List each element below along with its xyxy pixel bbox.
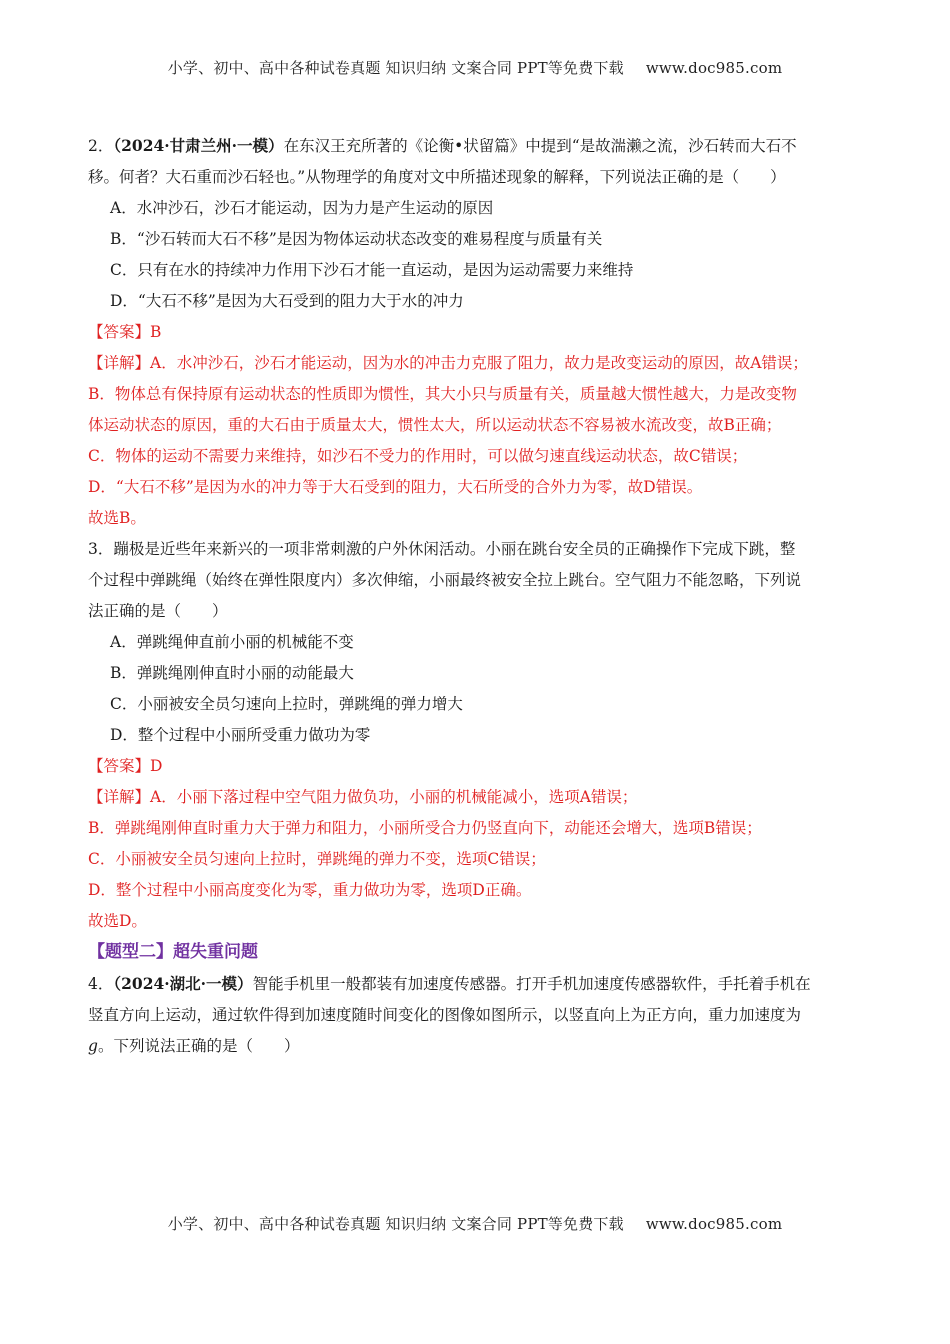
q2-detail-label: 【详解】 (88, 354, 151, 372)
q2-option-d: D．“大石不移”是因为大石受到的阻力大于水的冲力 (110, 292, 464, 310)
q2-detail-text1: A．水冲沙石，沙石才能运动，因为水的冲击力克服了阻力，故力是改变运动的原因，故A错误； (150, 354, 808, 372)
q3-conclusion: 故选D。 (88, 912, 147, 930)
q4-stem-line3 (88, 1031, 868, 1062)
q2-answer (88, 317, 868, 348)
q3-stem-line2: 个过程中弹跳绳（始终在弹性限度内）多次伸缩，小丽最终被安全拉上跳台。空气阻力不能忽略，下列说 (88, 571, 802, 589)
q3-option-b: B．弹跳绳刚伸直时小丽的动能最大 (110, 664, 354, 682)
footer-url[interactable]: www.doc985.com (645, 1215, 783, 1233)
q3-stem-line1: 3．蹦极是近些年来新兴的一项非常刺激的户外休闲活动。小丽在跳台安全员的正确操作下完成下跳，整 (88, 540, 796, 558)
section-heading: 【题型二】超失重问题 (88, 942, 258, 962)
q4-source: （2024·湖北·一模） (113, 974, 253, 993)
q4-number: 4． (88, 975, 114, 993)
q3-option-c: C．小丽被安全员匀速向上拉时，弹跳绳的弹力增大 (110, 695, 463, 713)
q4-stem-line1 (88, 968, 868, 1000)
q4-g-symbol: g (88, 1037, 98, 1055)
q4-stem-line2: 竖直方向上运动，通过软件得到加速度随时间变化的图像如图所示，以竖直向上为正方向，重力加速度为 (88, 1006, 802, 1024)
q3-detail-label: 【详解】 (88, 788, 151, 806)
q2-detail-line4: C．物体的运动不需要力来维持，如沙石不受力的作用时，可以做匀速直线运动状态，故C错误； (88, 447, 748, 465)
q2-detail-line3: 体运动状态的原因，重的大石由于质量太大，惯性太大，所以运动状态不容易被水流改变，故B正确； (88, 416, 782, 434)
q3-answer-value: D (150, 757, 163, 775)
q2-stem-text1: 在东汉王充所著的《论衡•状留篇》中提到“是故湍濑之流，沙石转而大石不 (283, 137, 797, 155)
q3-answer (88, 751, 868, 782)
q4-stem-text1: 智能手机里一般都装有加速度传感器。打开手机加速度传感器软件，手托着手机在 (252, 975, 811, 993)
q3-detail-line1 (88, 782, 868, 813)
q3-detail-line2: B．弹跳绳刚伸直时重力大于弹力和阻力，小丽所受合力仍竖直向下，动能还会增大，选项B错误； (88, 819, 762, 837)
q3-answer-label: 【答案】 (88, 757, 151, 775)
q3-detail-line3: C．小丽被安全员匀速向上拉时，弹跳绳的弹力不变，选项C错误； (88, 850, 546, 868)
q3-option-a: A．弹跳绳伸直前小丽的机械能不变 (110, 633, 354, 651)
q2-stem-line1 (88, 130, 868, 162)
q3-detail-text1: A．小丽下落过程中空气阻力做负功，小丽的机械能减小，选项A错误； (150, 788, 638, 806)
q2-answer-label: 【答案】 (88, 323, 151, 341)
q4-stem-text3: 。下列说法正确的是（ ） (97, 1037, 300, 1055)
q2-stem-line2: 移。何者？大石重而沙石轻也。”从物理学的角度对文中所描述现象的解释，下列说法正确的是（ ） (88, 168, 786, 186)
page-header (0, 57, 950, 78)
q2-source: （2024·甘肃兰州·一模） (113, 136, 284, 155)
q2-number: 2． (88, 137, 114, 155)
q2-option-b: B．“沙石转而大石不移”是因为物体运动状态改变的难易程度与质量有关 (110, 230, 603, 248)
q2-detail-line1 (88, 348, 868, 379)
header-url[interactable]: www.doc985.com (645, 59, 783, 77)
q2-conclusion: 故选B。 (88, 509, 146, 527)
q2-detail-line5: D．“大石不移”是因为水的冲力等于大石受到的阻力，大石所受的合外力为零，故D错误。 (88, 478, 703, 496)
q2-option-c: C．只有在水的持续冲力作用下沙石才能一直运动，是因为运动需要力来维持 (110, 261, 634, 279)
q3-option-d: D．整个过程中小丽所受重力做功为零 (110, 726, 371, 744)
document-body (88, 130, 868, 1062)
q3-stem-line3: 法正确的是（ ） (88, 602, 228, 620)
footer-text: 小学、初中、高中各种试卷真题 知识归纳 文案合同 PPT等免费下载 (167, 1215, 624, 1233)
page-footer (0, 1213, 950, 1234)
q3-detail-line4: D．整个过程中小丽高度变化为零，重力做功为零，选项D正确。 (88, 881, 532, 899)
q2-option-a: A．水冲沙石，沙石才能运动，因为力是产生运动的原因 (110, 199, 494, 217)
q2-answer-value: B (150, 323, 162, 341)
q2-detail-line2: B．物体总有保持原有运动状态的性质即为惯性，其大小只与质量有关，质量越大惯性越大，力是改变物 (88, 385, 797, 403)
header-text: 小学、初中、高中各种试卷真题 知识归纳 文案合同 PPT等免费下载 (167, 59, 624, 77)
